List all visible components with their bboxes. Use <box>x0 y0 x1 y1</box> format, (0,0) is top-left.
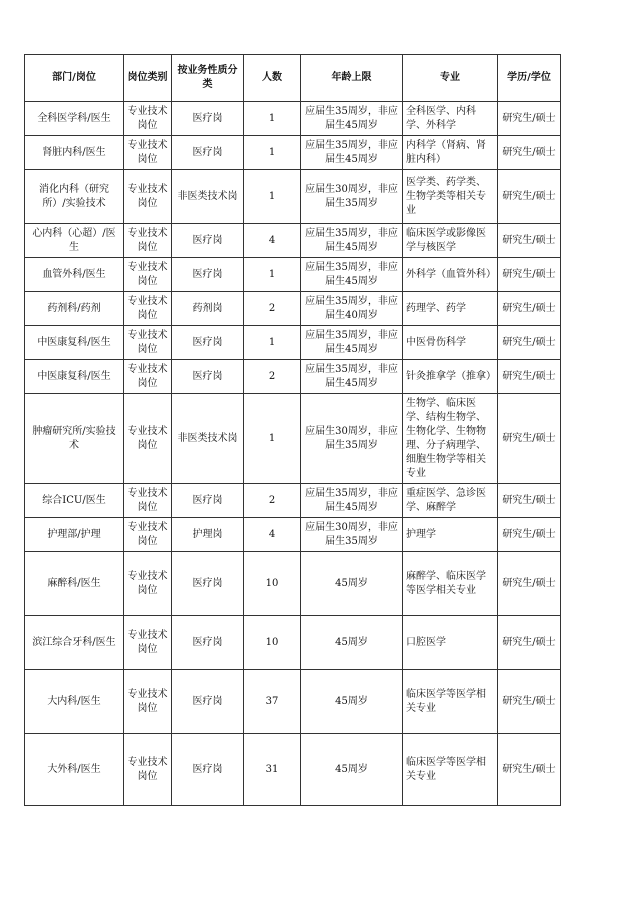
cell-dept: 大外科/医生 <box>25 734 124 806</box>
cell-age: 45周岁 <box>301 552 403 616</box>
cell-degree: 研究生/硕士 <box>498 518 561 552</box>
cell-age: 45周岁 <box>301 616 403 670</box>
cell-major: 内科学（肾病、肾脏内科） <box>403 136 498 170</box>
cell-category: 专业技术岗位 <box>124 258 172 292</box>
cell-dept: 血管外科/医生 <box>25 258 124 292</box>
cell-nature: 医疗岗 <box>172 360 244 394</box>
cell-age: 应届生30周岁，非应届生35周岁 <box>301 394 403 484</box>
cell-dept: 滨江综合牙科/医生 <box>25 616 124 670</box>
cell-nature: 医疗岗 <box>172 258 244 292</box>
table-row <box>25 734 561 806</box>
cell-dept: 心内科（心超）/医生 <box>25 224 124 258</box>
cell-degree: 研究生/硕士 <box>498 670 561 734</box>
table-row <box>25 484 561 518</box>
cell-age: 应届生35周岁，非应届生45周岁 <box>301 102 403 136</box>
cell-count: 1 <box>244 136 301 170</box>
cell-count: 2 <box>244 360 301 394</box>
table-row <box>25 326 561 360</box>
cell-nature: 护理岗 <box>172 518 244 552</box>
cell-degree: 研究生/硕士 <box>498 484 561 518</box>
header-dept: 部门/岗位 <box>25 55 124 102</box>
cell-nature: 医疗岗 <box>172 224 244 258</box>
cell-degree: 研究生/硕士 <box>498 360 561 394</box>
table-row <box>25 258 561 292</box>
table-row <box>25 136 561 170</box>
cell-count: 31 <box>244 734 301 806</box>
cell-category: 专业技术岗位 <box>124 170 172 224</box>
cell-count: 1 <box>244 394 301 484</box>
cell-category: 专业技术岗位 <box>124 394 172 484</box>
cell-nature: 医疗岗 <box>172 136 244 170</box>
cell-age: 应届生35周岁，非应届生45周岁 <box>301 258 403 292</box>
table-row <box>25 518 561 552</box>
cell-nature: 医疗岗 <box>172 326 244 360</box>
table-row <box>25 102 561 136</box>
cell-category: 专业技术岗位 <box>124 734 172 806</box>
cell-age: 应届生35周岁，非应届生45周岁 <box>301 224 403 258</box>
cell-count: 10 <box>244 552 301 616</box>
cell-dept: 中医康复科/医生 <box>25 326 124 360</box>
cell-major: 临床医学等医学相关专业 <box>403 734 498 806</box>
cell-category: 专业技术岗位 <box>124 360 172 394</box>
cell-count: 4 <box>244 224 301 258</box>
cell-count: 1 <box>244 258 301 292</box>
cell-category: 专业技术岗位 <box>124 224 172 258</box>
cell-dept: 全科医学科/医生 <box>25 102 124 136</box>
recruitment-table <box>24 54 561 806</box>
cell-age: 应届生35周岁，非应届生45周岁 <box>301 136 403 170</box>
cell-category: 专业技术岗位 <box>124 670 172 734</box>
cell-age: 应届生35周岁，非应届生45周岁 <box>301 360 403 394</box>
header-degree: 学历/学位 <box>498 55 561 102</box>
cell-count: 4 <box>244 518 301 552</box>
cell-major: 针灸推拿学（推拿） <box>403 360 498 394</box>
cell-major: 医学类、药学类、生物学类等相关专业 <box>403 170 498 224</box>
cell-dept: 中医康复科/医生 <box>25 360 124 394</box>
cell-age: 应届生35周岁，非应届生45周岁 <box>301 484 403 518</box>
cell-major: 外科学（血管外科） <box>403 258 498 292</box>
table-row <box>25 616 561 670</box>
cell-major: 全科医学、内科学、外科学 <box>403 102 498 136</box>
cell-nature: 医疗岗 <box>172 616 244 670</box>
cell-category: 专业技术岗位 <box>124 518 172 552</box>
cell-count: 1 <box>244 170 301 224</box>
cell-category: 专业技术岗位 <box>124 616 172 670</box>
cell-category: 专业技术岗位 <box>124 484 172 518</box>
table-row <box>25 552 561 616</box>
cell-degree: 研究生/硕士 <box>498 292 561 326</box>
cell-degree: 研究生/硕士 <box>498 552 561 616</box>
header-age: 年龄上限 <box>301 55 403 102</box>
cell-nature: 医疗岗 <box>172 484 244 518</box>
cell-degree: 研究生/硕士 <box>498 170 561 224</box>
cell-degree: 研究生/硕士 <box>498 102 561 136</box>
cell-age: 45周岁 <box>301 734 403 806</box>
cell-dept: 综合ICU/医生 <box>25 484 124 518</box>
cell-degree: 研究生/硕士 <box>498 394 561 484</box>
cell-major: 中医骨伤科学 <box>403 326 498 360</box>
cell-major: 护理学 <box>403 518 498 552</box>
header-major: 专业 <box>403 55 498 102</box>
cell-degree: 研究生/硕士 <box>498 136 561 170</box>
cell-nature: 药剂岗 <box>172 292 244 326</box>
cell-age: 45周岁 <box>301 670 403 734</box>
cell-degree: 研究生/硕士 <box>498 734 561 806</box>
table-row <box>25 670 561 734</box>
cell-nature: 医疗岗 <box>172 670 244 734</box>
cell-age: 应届生30周岁，非应届生35周岁 <box>301 518 403 552</box>
cell-dept: 药剂科/药剂 <box>25 292 124 326</box>
cell-nature: 医疗岗 <box>172 734 244 806</box>
cell-category: 专业技术岗位 <box>124 552 172 616</box>
cell-dept: 麻醉科/医生 <box>25 552 124 616</box>
cell-major: 临床医学等医学相关专业 <box>403 670 498 734</box>
cell-degree: 研究生/硕士 <box>498 258 561 292</box>
cell-dept: 消化内科（研究所）/实验技术 <box>25 170 124 224</box>
table-row <box>25 360 561 394</box>
header-category: 岗位类别 <box>124 55 172 102</box>
table-row <box>25 394 561 484</box>
cell-dept: 护理部/护理 <box>25 518 124 552</box>
cell-count: 2 <box>244 292 301 326</box>
header-nature: 按业务性质分类 <box>172 55 244 102</box>
cell-nature: 医疗岗 <box>172 552 244 616</box>
cell-count: 1 <box>244 326 301 360</box>
cell-count: 1 <box>244 102 301 136</box>
table-row <box>25 292 561 326</box>
cell-major: 重症医学、急诊医学、麻醉学 <box>403 484 498 518</box>
cell-major: 药理学、药学 <box>403 292 498 326</box>
cell-age: 应届生30周岁，非应届生35周岁 <box>301 170 403 224</box>
cell-dept: 肿瘤研究所/实验技术 <box>25 394 124 484</box>
cell-age: 应届生35周岁，非应届生40周岁 <box>301 292 403 326</box>
cell-degree: 研究生/硕士 <box>498 326 561 360</box>
cell-major: 口腔医学 <box>403 616 498 670</box>
cell-nature: 非医类技术岗 <box>172 170 244 224</box>
cell-category: 专业技术岗位 <box>124 326 172 360</box>
cell-category: 专业技术岗位 <box>124 136 172 170</box>
cell-degree: 研究生/硕士 <box>498 616 561 670</box>
cell-degree: 研究生/硕士 <box>498 224 561 258</box>
cell-major: 麻醉学、临床医学等医学相关专业 <box>403 552 498 616</box>
cell-age: 应届生35周岁，非应届生45周岁 <box>301 326 403 360</box>
cell-dept: 大内科/医生 <box>25 670 124 734</box>
cell-nature: 医疗岗 <box>172 102 244 136</box>
cell-count: 2 <box>244 484 301 518</box>
cell-major: 临床医学或影像医学与核医学 <box>403 224 498 258</box>
cell-nature: 非医类技术岗 <box>172 394 244 484</box>
header-count: 人数 <box>244 55 301 102</box>
cell-category: 专业技术岗位 <box>124 102 172 136</box>
cell-major: 生物学、临床医学、结构生物学、生物化学、生物物理、分子病理学、细胞生物学等相关专业 <box>403 394 498 484</box>
table-header-row <box>25 55 561 102</box>
cell-category: 专业技术岗位 <box>124 292 172 326</box>
cell-dept: 肾脏内科/医生 <box>25 136 124 170</box>
table-row <box>25 224 561 258</box>
table-row <box>25 170 561 224</box>
cell-count: 10 <box>244 616 301 670</box>
cell-count: 37 <box>244 670 301 734</box>
